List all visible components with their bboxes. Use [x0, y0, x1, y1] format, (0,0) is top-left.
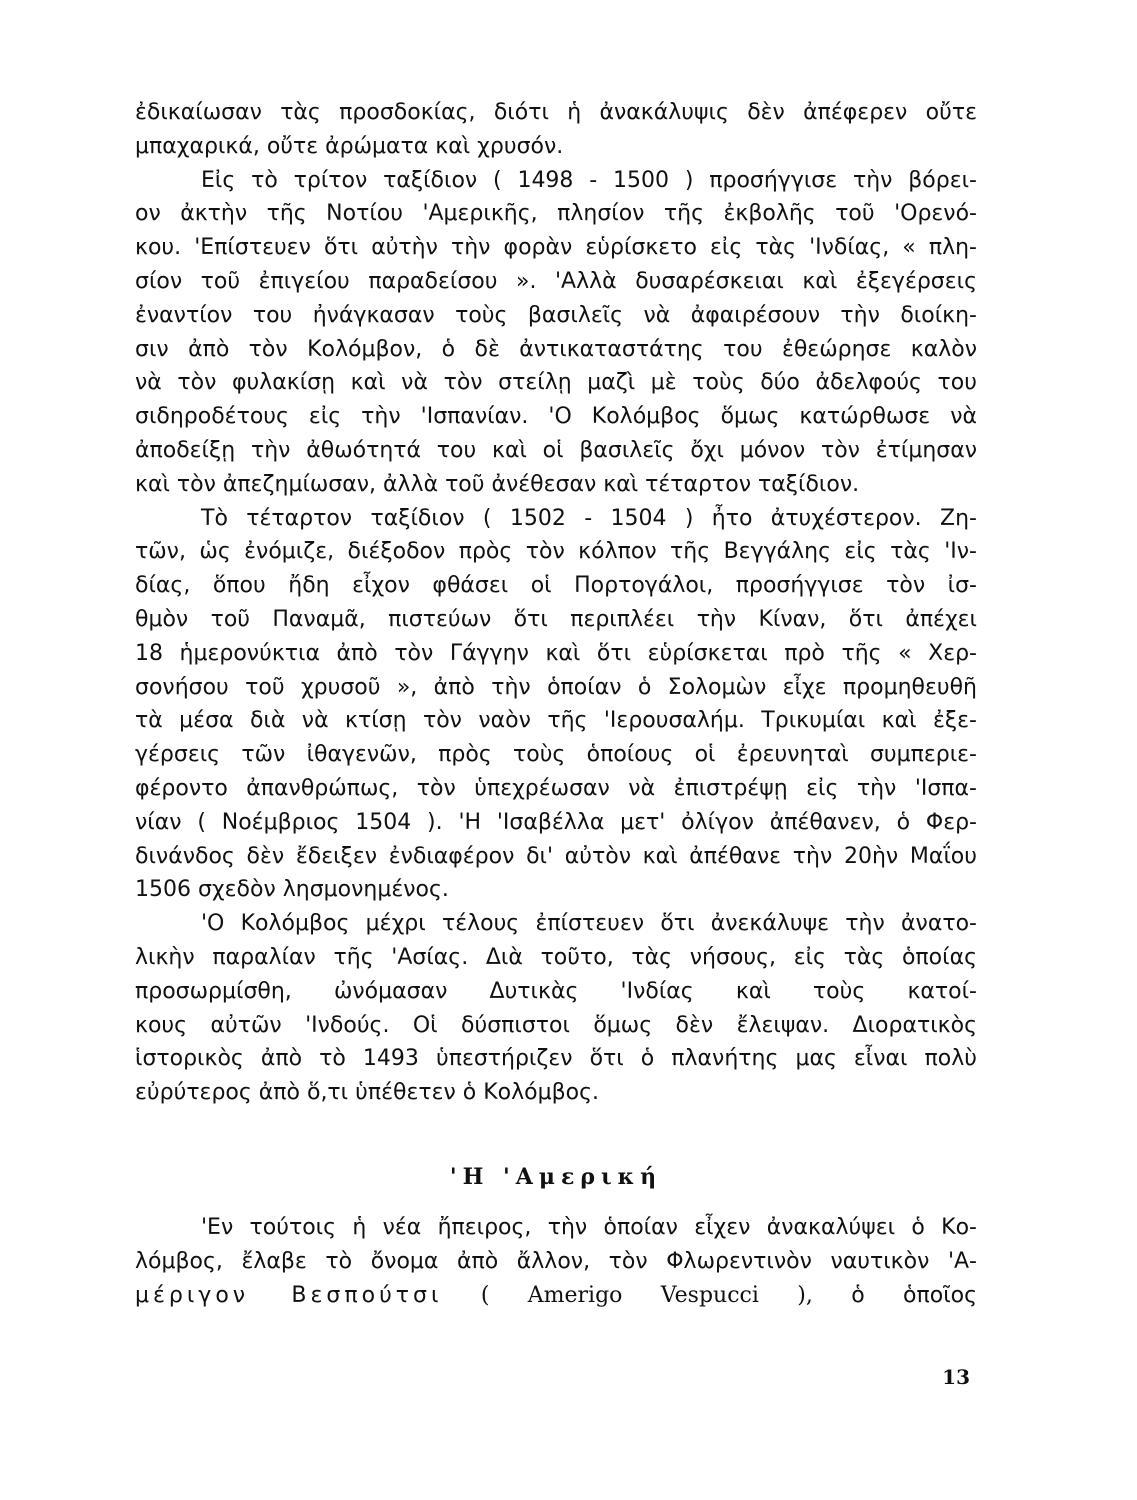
- spaced-name: μέριγον Βεσπούτσι: [135, 1282, 443, 1308]
- text-line: 'Ο Κολόμβος μέχρι τέλους ἐπίστευεν ὅτι ἀνεκάλυψε τὴν ἀνατο-: [201, 911, 977, 937]
- body-text: [135, 96, 977, 1313]
- text-line: ἐναντίον του ἠνάγκασαν τοὺς βασιλεῖς νὰ ἀφαιρέσουν τὴν διοίκη-: [135, 302, 977, 328]
- text-line: λικὴν παραλίαν τῆς 'Ασίας. Διὰ τοῦτο, τὰς νήσους, εἰς τὰς ὁποίας: [135, 944, 977, 970]
- text-line-mixed: [135, 1279, 977, 1313]
- text-line: μπαχαρικά, οὔτε ἀρώματα καὶ χρυσόν.: [135, 133, 564, 159]
- text-line: θμὸν τοῦ Παναμᾶ, πιστεύων ὅτι περιπλέει τὴν Κίναν, ὅτι ἀπέχει: [135, 606, 977, 632]
- text-line: ἐδικαίωσαν τὰς προσδοκίας, διότι ἡ ἀνακάλυψις δὲν ἀπέφερεν οὔτε: [135, 100, 977, 125]
- text-line: προσωρμίσθη, ὠνόμασαν Δυτικὰς 'Ινδίας καὶ τοὺς κατοί-: [135, 978, 977, 1004]
- text-line: εὐρύτερος ἀπὸ ὅ,τι ὑπέθετεν ὁ Κολόμβος.: [135, 1080, 599, 1106]
- text-line: σονήσου τοῦ χρυσοῦ », ἀπὸ τὴν ὁποίαν ὁ Σολομὼν εἶχε προμηθευθῆ: [135, 674, 977, 700]
- text-line: λόμβος, ἔλαβε τὸ ὄνομα ἀπὸ ἄλλον, τὸν Φλωρεντινὸν ναυτικὸν 'Α-: [135, 1249, 977, 1275]
- text-line: τὰ μέσα διὰ νὰ κτίσῃ τὸν ναὸν τῆς 'Ιερουσαλήμ. Τρικυμίαι καὶ ἐξε-: [135, 708, 977, 734]
- text-line: δίας, ὅπου ἤδη εἶχον φθάσει οἱ Πορτογάλοι, προσήγγισε τὸν ἰσ-: [135, 573, 977, 599]
- text-line: καὶ τὸν ἀπεζημίωσαν, ἀλλὰ τοῦ ἀνέθεσαν καὶ τέταρτον ταξίδιον.: [135, 471, 860, 497]
- spacer: [135, 1110, 977, 1144]
- latin-name: ( Amerigo Vespucci ),: [480, 1282, 813, 1308]
- text-line: νίαν ( Νοέμβριος 1504 ). 'Η 'Ισαβέλλα μετ' ὀλίγον ἀπέθανεν, ὁ Φερ-: [135, 809, 977, 835]
- text-line: τῶν, ὡς ἐνόμιζε, διέξοδον πρὸς τὸν κόλπον τῆς Βεγγάλης εἰς τὰς 'Ιν-: [135, 539, 977, 565]
- text-line: σιν ἀπὸ τὸν Κολόμβον, ὁ δὲ ἀντικαταστάτης του ἐθεώρησε καλὸν: [135, 336, 977, 362]
- text-line: γέρσεις τῶν ἰθαγενῶν, πρὸς τοὺς ὁποίους οἱ ἐρευνηταὶ συμπεριε-: [135, 742, 977, 768]
- text-line: σιδηροδέτους εἰς τὴν 'Ισπανίαν. 'Ο Κολόμβος ὅμως κατώρθωσε νὰ: [135, 404, 977, 430]
- line-end: ὁ ὁποῖος: [851, 1282, 978, 1308]
- text-line: ἀποδείξῃ τὴν ἀθωότητά του καὶ οἱ βασιλεῖς ὄχι μόνον τὸν ἐτίμησαν: [135, 437, 977, 463]
- text-line: κους αὐτῶν 'Ινδούς. Οἱ δύσπιστοι ὅμως δὲν ἔλειψαν. Διορατικὸς: [135, 1012, 977, 1038]
- text-line: Τὸ τέταρτον ταξίδιον ( 1502 - 1504 ) ἦτο ἀτυχέστερον. Ζη-: [201, 505, 977, 531]
- text-line: δινάνδος δὲν ἔδειξεν ἐνδιαφέρον δι' αὐτὸν καὶ ἀπέθανε τὴν 20ὴν Μαΐου: [135, 843, 977, 869]
- text-line: Εἰς τὸ τρίτον ταξίδιον ( 1498 - 1500 ) προσήγγισε τὴν βόρει-: [201, 167, 977, 193]
- text-line: σίον τοῦ ἐπιγείου παραδείσου ». 'Αλλὰ δυσαρέσκειαι καὶ ἐξεγέρσεις: [135, 268, 977, 294]
- text-line: κου. 'Επίστευεν ὅτι αὐτὴν τὴν φορὰν εὑρίσκετο εἰς τὰς 'Ινδίας, « πλη-: [135, 235, 977, 261]
- text-line: νὰ τὸν φυλακίσῃ καὶ νὰ τὸν στείλῃ μαζὶ μὲ τοὺς δύο ἀδελφούς του: [135, 370, 977, 396]
- text-line: ἱστορικὸς ἀπὸ τὸ 1493 ὑπεστήριζεν ὅτι ὁ πλανήτης μας εἶναι πολὺ: [135, 1046, 977, 1072]
- text-line: φέροντο ἀπανθρώπως, τὸν ὑπεχρέωσαν νὰ ἐπιστρέψῃ εἰς τὴν 'Ισπα-: [135, 775, 977, 801]
- text-line: 1506 σχεδὸν λησμονημένος.: [135, 877, 449, 903]
- section-heading: 'Η 'Αμερική: [449, 1163, 663, 1190]
- text-line: ον ἀκτὴν τῆς Νοτίου 'Αμερικῆς, πλησίον τῆς ἐκβολῆς τοῦ 'Ορενό-: [135, 201, 977, 227]
- text-line: 18 ἡμερονύκτια ἀπὸ τὸν Γάγγην καὶ ὅτι εὑρίσκεται πρὸ τῆς « Χερ-: [135, 640, 977, 666]
- text-line: 'Εν τούτοις ἡ νέα ἤπειρος, τὴν ὁποίαν εἶχεν ἀνακαλύψει ὁ Κο-: [201, 1215, 977, 1241]
- page-number: 13: [942, 1365, 970, 1389]
